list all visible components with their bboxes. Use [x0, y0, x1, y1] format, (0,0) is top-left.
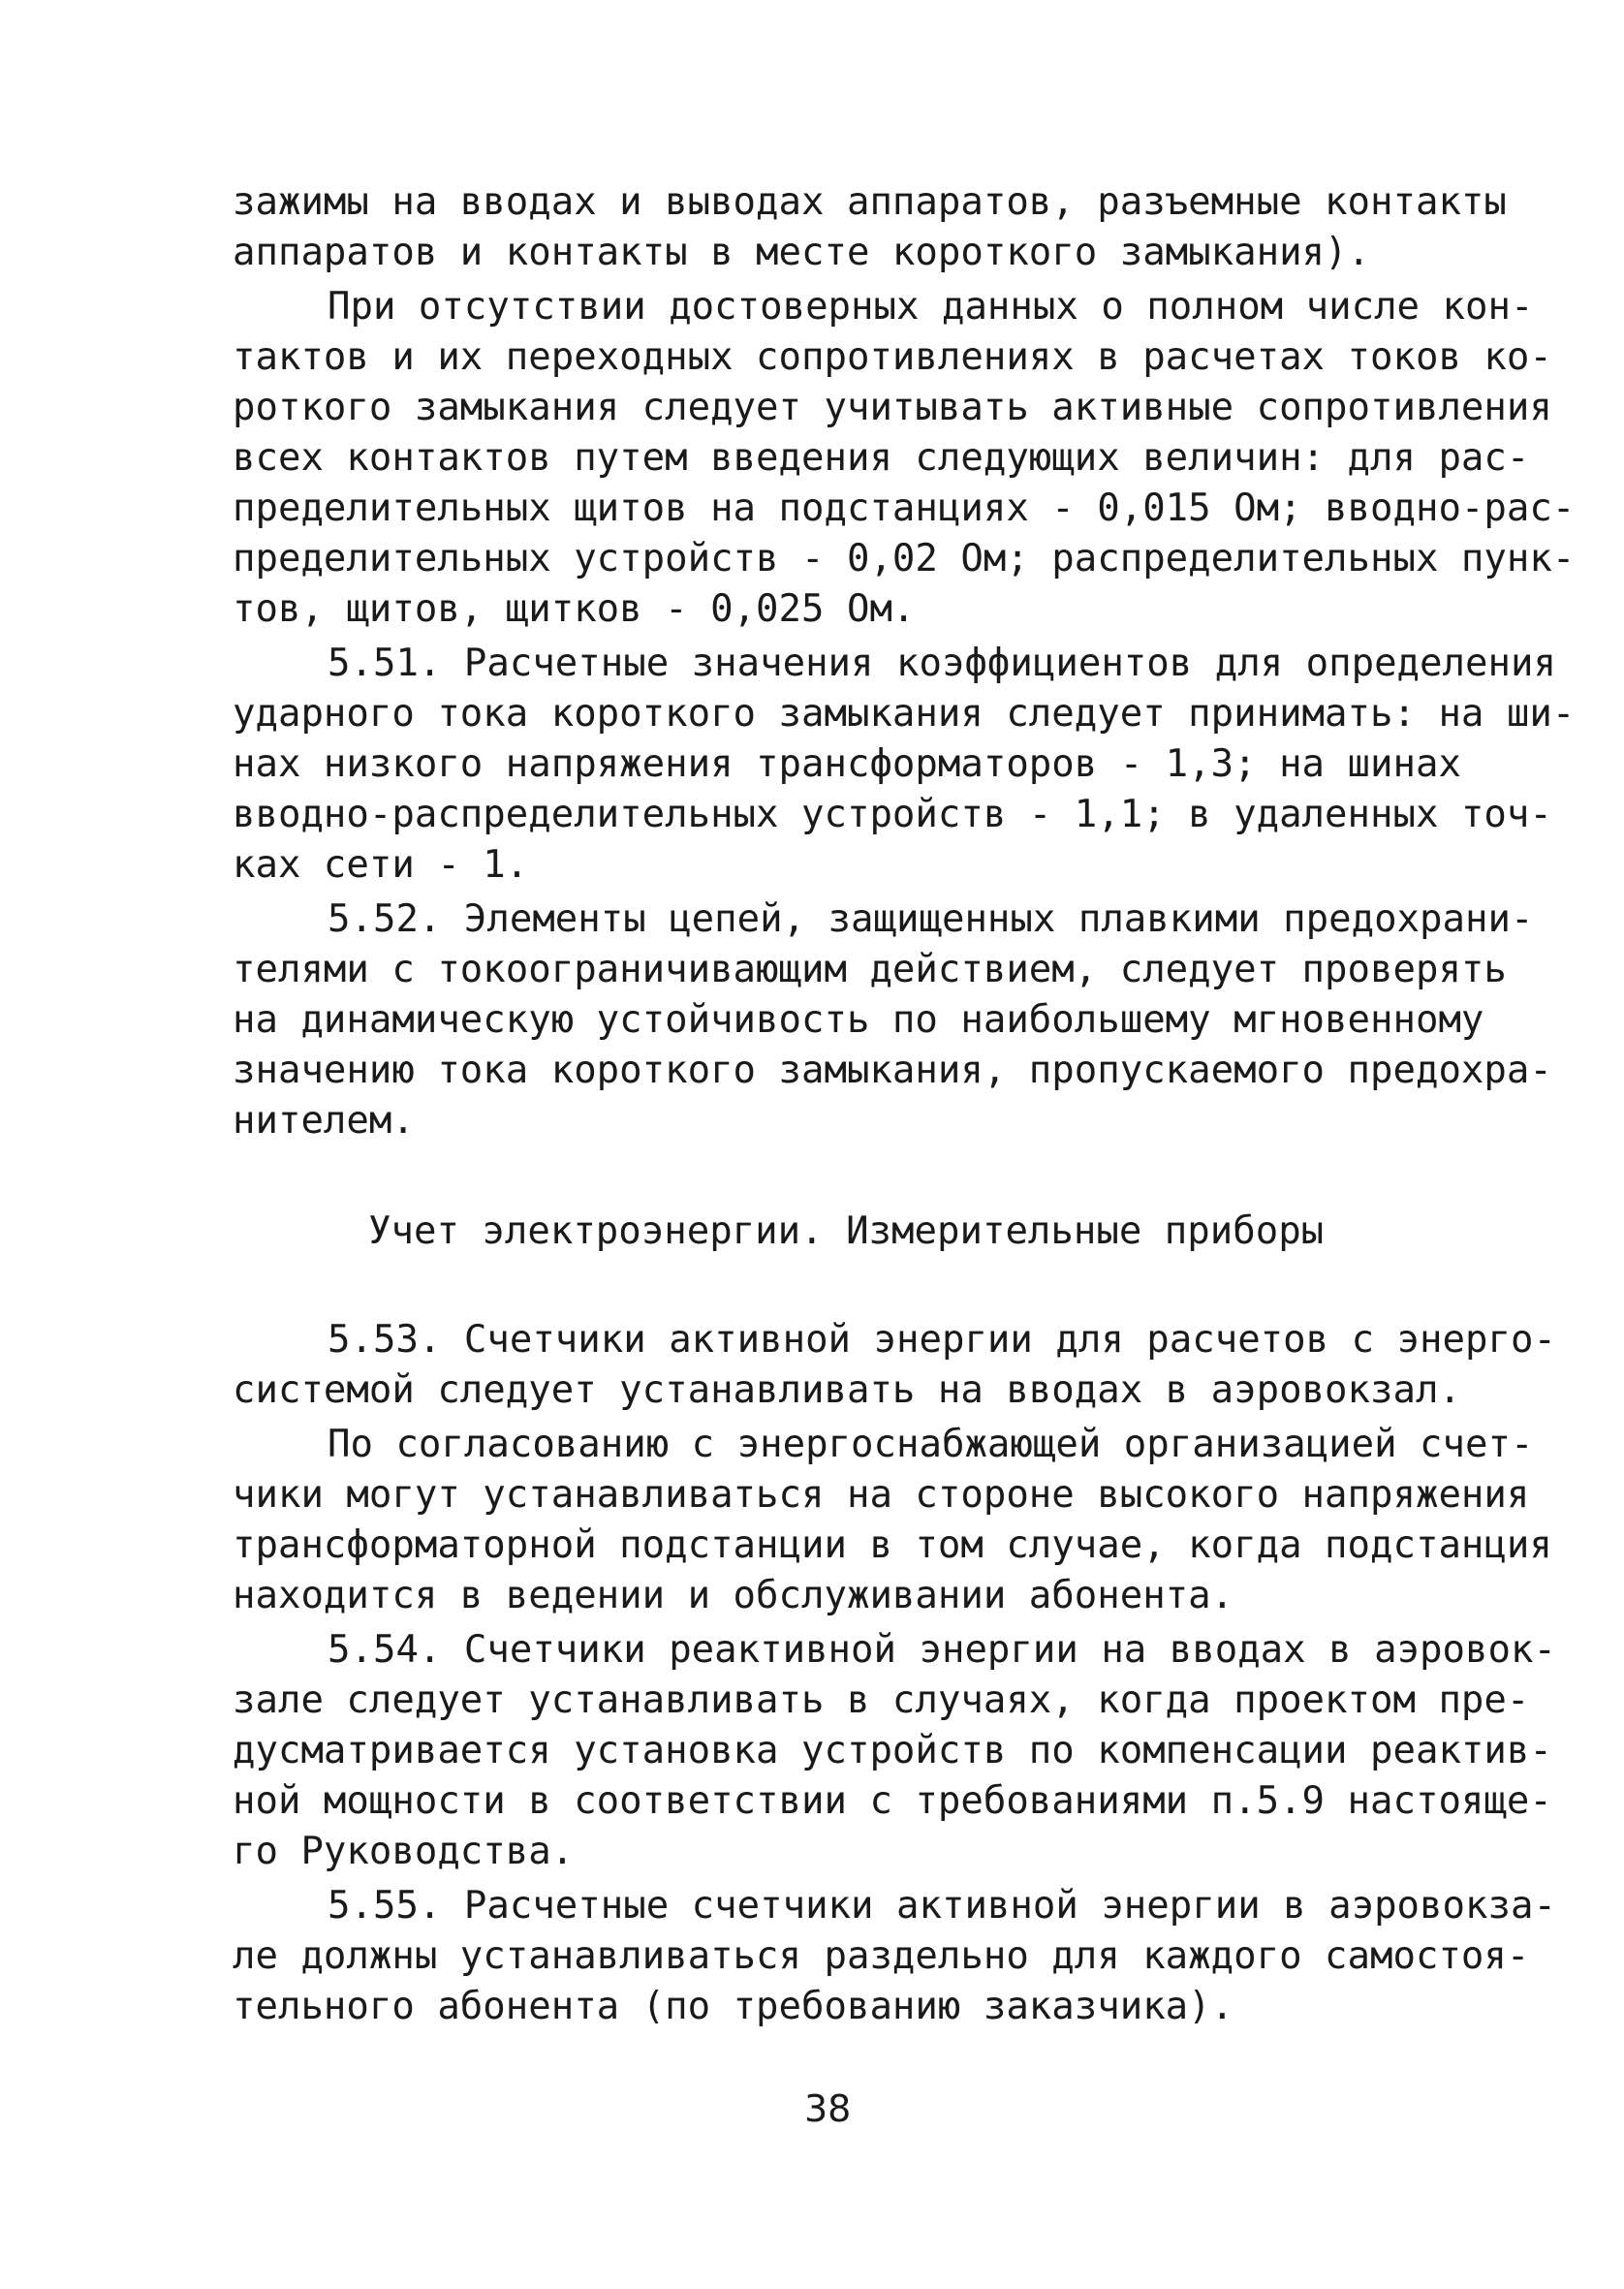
text-line: аппаратов и контакты в месте короткого замыкания).	[233, 231, 1370, 274]
text-line: телями с токоограничивающим действием, следует проверять	[233, 948, 1507, 991]
text-line: пределительных устройств - 0,02 Ом; распределительных пунк-	[233, 537, 1576, 580]
text-line: вводно-распределительных устройств - 1,1; в удаленных точ-	[233, 793, 1552, 836]
text-line: тактов и их переходных сопротивлениях в расчетах токов ко-	[233, 335, 1552, 379]
text-line: По согласованию с энергоснабжающей организацией счет-	[328, 1423, 1534, 1466]
text-line: 5.52. Элементы цепей, защищенных плавкими предохрани-	[328, 897, 1534, 941]
page-number: 38	[804, 2087, 852, 2130]
text-line: системой следует устанавливать на вводах в аэровокзал.	[233, 1368, 1461, 1412]
text-line: 5.54. Счетчики реактивной энергии на вводах в аэровок-	[328, 1628, 1556, 1672]
text-line: 5.51. Расчетные значения коэффициентов для определения	[328, 642, 1556, 685]
text-line: всех контактов путем введения следующих величин: для рас-	[233, 436, 1530, 480]
text-line: нах низкого напряжения трансформаторов - 1,3; на шинах	[233, 742, 1461, 786]
text-line: зажимы на вводах и выводах аппаратов, разъемные контакты	[233, 180, 1507, 224]
text-line: ной мощности в соответствии с требованиями п.5.9 настояще-	[233, 1779, 1552, 1823]
text-line: находится в ведении и обслуживании абонента.	[233, 1574, 1234, 1617]
text-line: го Руководства.	[233, 1830, 575, 1873]
text-line: ках сети - 1.	[233, 843, 529, 887]
text-line: чики могут устанавливаться на стороне высокого напряжения	[233, 1473, 1530, 1517]
text-line: значению тока короткого замыкания, пропускаемого предохра-	[233, 1049, 1552, 1092]
text-line: При отсутствии достоверных данных о полном числе кон-	[328, 285, 1534, 329]
text-line: нителем.	[233, 1099, 415, 1143]
text-line: зале следует устанавливать в случаях, когда проектом пре-	[233, 1678, 1530, 1722]
text-line: ле должны устанавливаться раздельно для каждого самостоя-	[233, 1934, 1530, 1978]
text-line: ударного тока короткого замыкания следует принимать: на ши-	[233, 692, 1576, 736]
text-line: 5.55. Расчетные счетчики активной энергии в аэровокза-	[328, 1884, 1556, 1928]
text-line: трансформаторной подстанции в том случае, когда подстанция	[233, 1523, 1552, 1567]
text-line: дусматривается установка устройств по компенсации реактив-	[233, 1729, 1552, 1772]
text-line: роткого замыкания следует учитывать активные сопротивления	[233, 386, 1552, 429]
text-line: пределительных щитов на подстанциях - 0,015 Ом; вводно-рас-	[233, 486, 1576, 530]
section-heading: Учет электроэнергии. Измерительные приборы	[368, 1209, 1325, 1253]
text-line: 5.53. Счетчики активной энергии для расчетов с энерго-	[328, 1318, 1556, 1362]
text-line: на динамическую устойчивость по наибольшему мгновенному	[233, 998, 1484, 1042]
text-line: тельного абонента (по требованию заказчика).	[233, 1985, 1234, 2028]
text-line: тов, щитов, щитков - 0,025 Ом.	[233, 587, 916, 631]
